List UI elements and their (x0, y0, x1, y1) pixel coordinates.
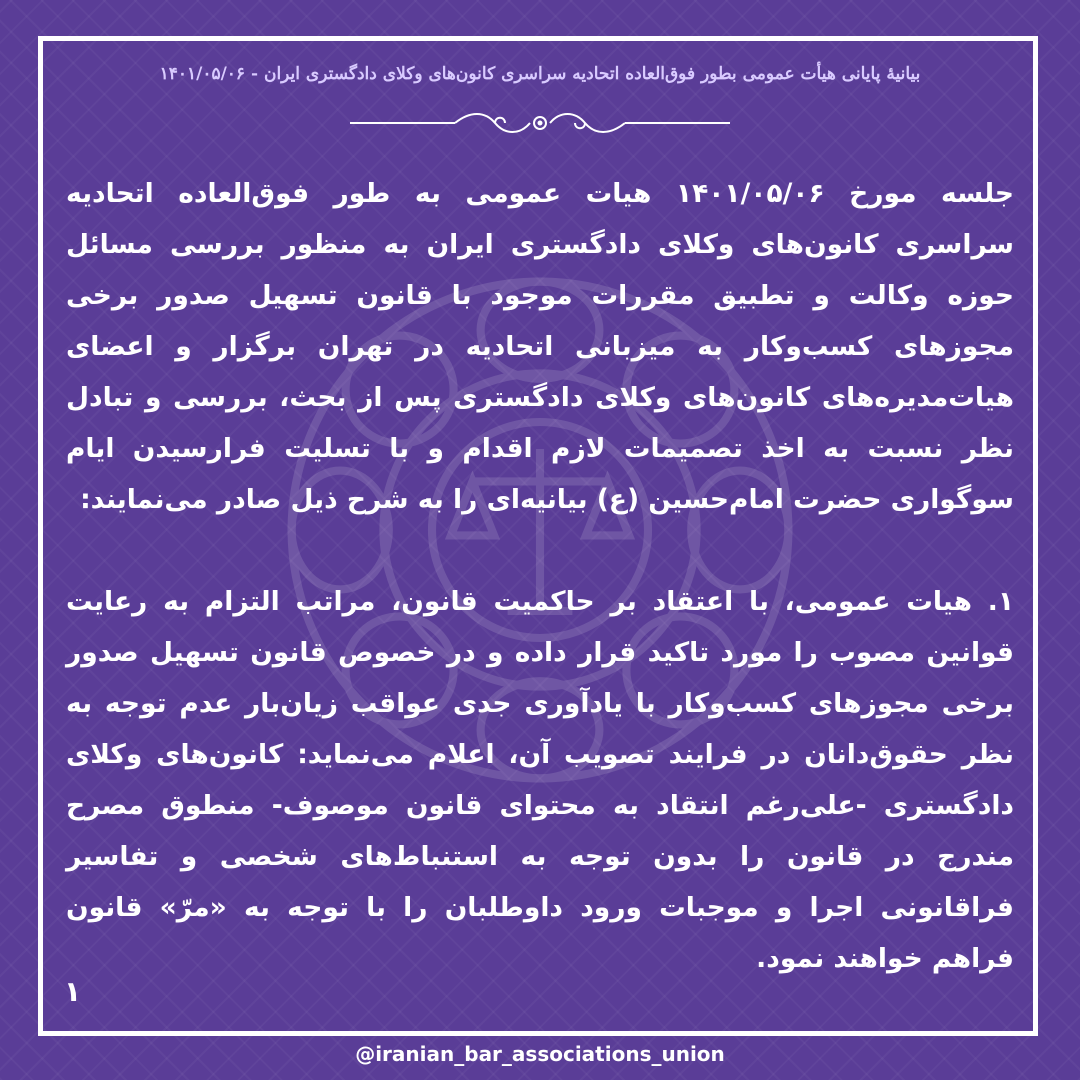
decorative-divider-ornament (345, 108, 735, 138)
page-title: بیانیهٔ پایانی هیأت عمومی بطور فوق‌العاده اتحادیه سراسری کانون‌های وکلای دادگستری ایران - ۱۴۰۱/۰۵/۰۶ (159, 64, 921, 84)
paragraph-gap (66, 525, 1014, 576)
statement-body (66, 168, 1014, 1008)
page-number: ۱ (64, 975, 82, 1008)
statement-intro: جلسه مورخ ۱۴۰۱/۰۵/۰۶ هیات عمومی به طور فوق‌العاده اتحادیه سراسری کانون‌های وکلای دادگستری ایران به منظور بررسی مسائل حوزه وکالت و تطبیق مقررات موجود با قانون تسهیل صدور برخی مجوزهای کسب‌وکار به میزبانی اتحادیه در تهران برگزار و اعضای هیات‌مدیره‌های کانون‌های وکلای دادگستری پس از بحث، بررسی و تبادل نظر نسبت به اخذ تصمیمات لازم اقدام و با تسلیت فرارسیدن ایام سوگواری حضرت امام‌حسین (ع) بیانیه‌ای را به شرح ذیل صادر می‌نمایند: (66, 178, 1014, 515)
statement-item-1: ۱. هیات عمومی، با اعتقاد بر حاکمیت قانون، مراتب التزام به رعایت قوانین مصوب را مورد تاکید قرار داده و در خصوص قانون تسهیل صدور برخی مجوزهای کسب‌وکار با یادآوری جدی عواقب زیان‌بار عدم توجه به نظر حقوق‌دانان در فرایند تصویب آن، اعلام می‌نماید: کانون‌های وکلای دادگستری -علی‌رغم انتقاد به محتوای قانون موصوف- منطوق مصرح مندرج در قانون را بدون توجه به استنباط‌های شخصی و تفاسیر فراقانونی اجرا و موجبات ورود داوطلبان را با توجه به «مرّ» قانون فراهم خواهند نمود. (66, 586, 1014, 974)
instagram-handle: @iranian_bar_associations_union (355, 1042, 725, 1066)
